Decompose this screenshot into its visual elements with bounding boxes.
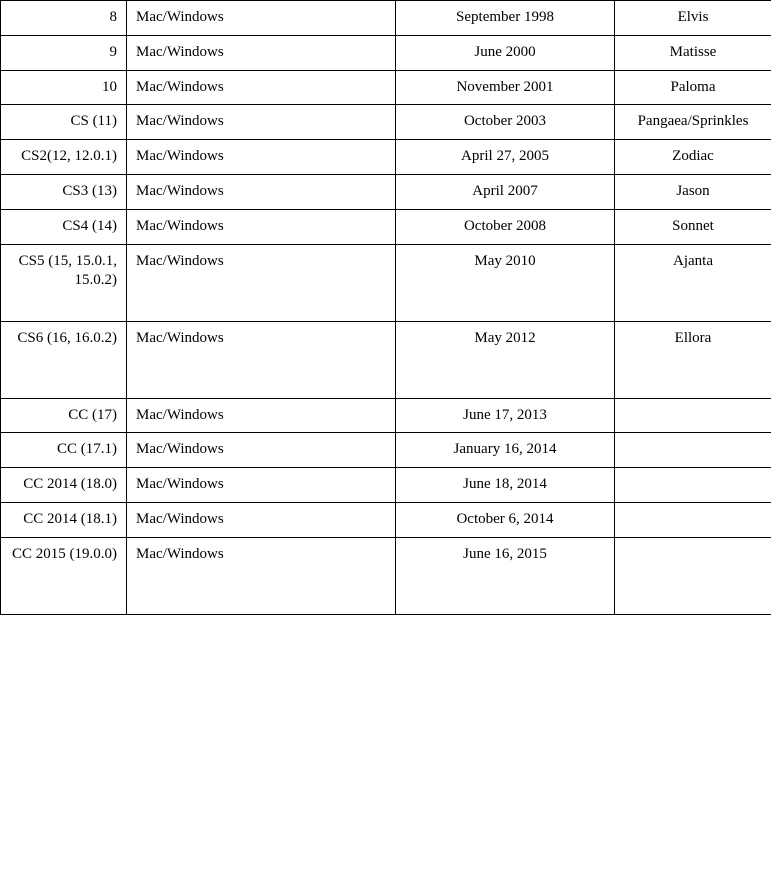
- cell-version: CS2(12, 12.0.1): [1, 140, 127, 175]
- table-body: [1, 1, 771, 615]
- cell-codename: Paloma: [615, 70, 771, 105]
- cell-version: CC 2014 (18.1): [1, 502, 127, 537]
- cell-version: CC (17): [1, 398, 127, 433]
- cell-version: CS3 (13): [1, 174, 127, 209]
- cell-codename: Jason: [615, 174, 771, 209]
- cell-version: CC 2014 (18.0): [1, 468, 127, 503]
- cell-release-date: May 2010: [396, 244, 615, 321]
- table-row: [1, 321, 771, 398]
- table-row: [1, 468, 771, 503]
- table-row: [1, 35, 771, 70]
- cell-codename: Elvis: [615, 1, 771, 36]
- cell-platform: Mac/Windows: [127, 70, 396, 105]
- table-row: [1, 105, 771, 140]
- cell-platform: Mac/Windows: [127, 433, 396, 468]
- cell-release-date: June 2000: [396, 35, 615, 70]
- cell-release-date: April 2007: [396, 174, 615, 209]
- cell-version: 10: [1, 70, 127, 105]
- cell-version: CC 2015 (19.0.0): [1, 537, 127, 614]
- cell-codename: Pangaea/Sprinkles: [615, 105, 771, 140]
- cell-codename: Zodiac: [615, 140, 771, 175]
- table-row: [1, 433, 771, 468]
- cell-platform: Mac/Windows: [127, 244, 396, 321]
- cell-version: CC (17.1): [1, 433, 127, 468]
- table-row: [1, 537, 771, 614]
- cell-platform: Mac/Windows: [127, 398, 396, 433]
- cell-release-date: September 1998: [396, 1, 615, 36]
- table-row: [1, 502, 771, 537]
- table-row: [1, 398, 771, 433]
- cell-codename: [615, 537, 771, 614]
- cell-platform: Mac/Windows: [127, 1, 396, 36]
- cell-platform: Mac/Windows: [127, 209, 396, 244]
- cell-release-date: May 2012: [396, 321, 615, 398]
- cell-release-date: January 16, 2014: [396, 433, 615, 468]
- cell-release-date: June 17, 2013: [396, 398, 615, 433]
- cell-platform: Mac/Windows: [127, 35, 396, 70]
- cell-version: 9: [1, 35, 127, 70]
- cell-release-date: October 2003: [396, 105, 615, 140]
- cell-codename: Ellora: [615, 321, 771, 398]
- cell-codename: Sonnet: [615, 209, 771, 244]
- table-row: [1, 1, 771, 36]
- cell-platform: Mac/Windows: [127, 537, 396, 614]
- cell-platform: Mac/Windows: [127, 502, 396, 537]
- cell-codename: Matisse: [615, 35, 771, 70]
- cell-platform: Mac/Windows: [127, 140, 396, 175]
- cell-version: 8: [1, 1, 127, 36]
- cell-platform: Mac/Windows: [127, 468, 396, 503]
- table-row: [1, 70, 771, 105]
- cell-release-date: October 2008: [396, 209, 615, 244]
- cell-release-date: June 18, 2014: [396, 468, 615, 503]
- table-row: [1, 244, 771, 321]
- table-row: [1, 209, 771, 244]
- cell-release-date: October 6, 2014: [396, 502, 615, 537]
- table-row: [1, 174, 771, 209]
- cell-codename: [615, 433, 771, 468]
- cell-platform: Mac/Windows: [127, 105, 396, 140]
- cell-release-date: November 2001: [396, 70, 615, 105]
- cell-codename: [615, 468, 771, 503]
- cell-release-date: April 27, 2005: [396, 140, 615, 175]
- cell-release-date: June 16, 2015: [396, 537, 615, 614]
- cell-version: CS4 (14): [1, 209, 127, 244]
- cell-platform: Mac/Windows: [127, 321, 396, 398]
- cell-platform: Mac/Windows: [127, 174, 396, 209]
- cell-version: CS (11): [1, 105, 127, 140]
- cell-version: CS6 (16, 16.0.2): [1, 321, 127, 398]
- table-row: [1, 140, 771, 175]
- cell-codename: [615, 502, 771, 537]
- cell-version: CS5 (15, 15.0.1, 15.0.2): [1, 244, 127, 321]
- cell-codename: [615, 398, 771, 433]
- cell-codename: Ajanta: [615, 244, 771, 321]
